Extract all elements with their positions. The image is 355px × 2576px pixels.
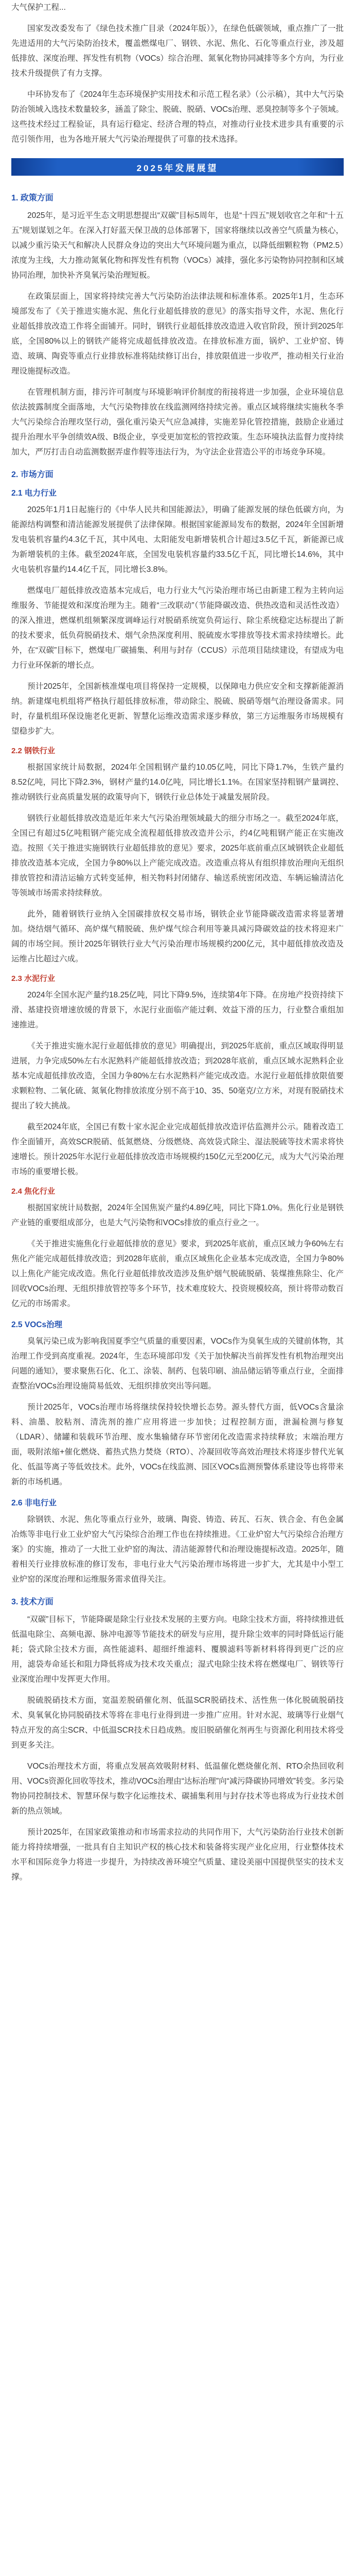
paragraph: 臭氧污染已成为影响我国夏季空气质量的重要因素，VOCs作为臭氧生成的关键前体物，其治理工作受到高度重视。2024年，生态环境部印发《关于加快解决当前挥发性有机物治理突出问题的通知》，要求聚焦石化、化工、涂装、制药、包装印刷、油品储运销等重点行业，全面排查整治VOCs治理设施简易低效、无组织排放突出等问题。 <box>11 1337 344 1391</box>
policy-body <box>0 208 355 460</box>
paragraph: 脱硫脱硝技术方面，宽温差脱硝催化剂、低温SCR脱硝技术、活性焦一体化脱硫脱硝技术、臭氧氧化协同脱硝技术等将在非电行业得到进一步推广应用。针对水泥、玻璃等行业烟气特点开发的高尘SCR、中低温SCR技术日趋成熟。废旧脱硝催化剂再生与资源化利用技术将受到更多关注。 <box>11 1696 344 1750</box>
paragraph: 根据国家统计局数据，2024年全国粗钢产量约10.05亿吨，同比下降1.7%，生铁产量约8.52亿吨，同比下降2.3%，钢材产量约14.0亿吨，同比增长1.1%。在国家坚持粗钢产量调控、推动钢铁行业高质量发展的政策导向下，钢铁行业总体处于减量发展阶段。 <box>11 763 344 802</box>
paragraph: 截至2024年底，全国已有数十家水泥企业完成超低排放改造评估监测并公示。随着改造工作全面铺开，高效SCR脱硝、低氮燃烧、分级燃烧、高效袋式除尘、湿法脱硫等技术需求将快速增长。预计2025年水泥行业超低排放改造市场规模约150亿元至200亿元，成为大气污染治理市场的重要增长极。 <box>11 1123 344 1176</box>
section-heading-market: 2. 市场方面 <box>11 470 54 479</box>
subsection-heading-power: 2.1 电力行业 <box>11 489 57 498</box>
paragraph: 2024年全国水泥产量约18.25亿吨，同比下降9.5%，连续第4年下降。在房地产投资持续下滑、基建投资增速放缓的背景下，水泥行业面临产能过剩、效益下滑的压力，行业整合重组加速推进。 <box>11 991 344 1029</box>
subsection-heading-cement: 2.3 水泥行业 <box>11 974 56 983</box>
paragraph: 钢铁行业超低排放改造是近年来大气污染治理领域最大的细分市场之一。截至2024年底，全国已有超过5亿吨粗钢产能完成全流程超低排放改造并公示，约4亿吨粗钢产能正在实施改造。按照《关于推进实施钢铁行业超低排放的意见》要求，2025年底前重点区域钢铁企业超低排放改造基本完成，全国力争80%以上产能完成改造。改造重点将从有组织排放治理向无组织排放管控和清洁运输方式转变延伸，相关物料封闭储存、输送系统密闭改造、车辆运输清洁化等领域市场需求持续释放。 <box>11 814 344 897</box>
vocs-body <box>0 1334 355 1489</box>
paragraph: 2025年，是习近平生态文明思想提出“双碳”目标5周年，也是“十四五”规划收官之年和“十五五”规划谋划之年。在深入打好蓝天保卫战的总体部署下，国家将继续以改善空气质量为核心，以减少重污染天气和解决人民群众身边的突出大气环境问题为重点，以降低细颗粒物（PM2.5）浓度为主线，大力推动氮氧化物和挥发性有机物（VOCs）减排，强化多污染物协同控制和区域协同治理，加快补齐臭氧污染治理短板。 <box>11 211 344 280</box>
section-heading-policy: 1. 政策方面 <box>11 194 54 202</box>
subsection-heading-vocs: 2.5 VOCs治理 <box>11 1320 63 1329</box>
paragraph: 预计2025年，全国新核准煤电项目将保持一定规模，以保障电力供应安全和支撑新能源消纳。新建煤电机组将严格执行超低排放标准，带动除尘、脱硫、脱硝等烟气治理设备需求。同时，存量机组环保设施老化更新、智慧化运维改造需求逐步释放，第三方运维服务市场规模有望稳步扩大。 <box>11 682 344 736</box>
technology-body <box>0 1612 355 1885</box>
steel-body <box>0 760 355 967</box>
paragraph: 2025年1月1日起施行的《中华人民共和国能源法》，明确了能源发展的绿色低碳方向，为能源结构调整和清洁能源发展提供了法律保障。根据国家能源局发布的数据，2024年全国新增发电装机容量约4.3亿千瓦，其中风电、太阳能发电新增装机合计超过3.5亿千瓦，新能源已成为新增装机的主体。截至2024年底，全国发电装机容量约33.5亿千瓦，同比增长14.6%，其中火电装机容量约14.4亿千瓦，同比增长3.8%。 <box>11 505 344 574</box>
intro-paragraph: 中环协发布了《2024年生态环境保护实用技术和示范工程名录》（公示稿），其中大气污染防治领域入选技术数量较多，涵盖了除尘、脱硫、脱硝、VOCs治理、恶臭控制等多个子领域。这些技术经过工程验证，具有运行稳定、经济合理的特点，对推动行业技术进步具有重要的示范引领作用，也为各地开展大气污染治理提供了可靠的技术选择。 <box>11 90 344 144</box>
paragraph: 预计2025年，VOCs治理市场将继续保持较快增长态势。源头替代方面，低VOCs含量涂料、油墨、胶粘剂、清洗剂的推广应用将进一步加快；过程控制方面，泄漏检测与修复（LDAR）、储罐和装载环节治理、废水集输储存环节密闭化改造需求持续释放；末端治理方面，吸附浓缩+催化燃烧、蓄热式热力焚烧（RTO）、冷凝回收等高效治理技术将逐步替代光氧化、低温等离子等低效技术。此外，VOCs在线监测、园区VOCs监测预警体系建设等也将带来新的市场机遇。 <box>11 1403 344 1486</box>
paragraph: VOCs治理技术方面，将重点发展高效吸附材料、低温催化燃烧催化剂、RTO余热回收利用、VOCs资源化回收等技术，推动VOCs治理由“达标治理”向“减污降碳协同增效”转变。多污染物协同控制技术、智慧环保与数字化运维技术、碳捕集利用与封存技术等也将成为行业技术创新的热点领域。 <box>11 1762 344 1816</box>
subsection-heading-coking: 2.4 焦化行业 <box>11 1187 56 1196</box>
banner-title: 2025年发展展望 <box>136 163 219 173</box>
banner-bar <box>11 158 344 176</box>
intro-fragment: 大气保护工程... <box>11 3 66 12</box>
section-banner <box>0 153 355 183</box>
cement-body <box>0 988 355 1179</box>
paragraph: 根据国家统计局数据，2024年全国焦炭产量约4.89亿吨，同比下降1.0%。焦化行业是钢铁产业链的重要组成部分，也是大气污染物和VOCs排放的重点行业之一。 <box>11 1204 344 1227</box>
paragraph: 此外，随着钢铁行业纳入全国碳排放权交易市场，钢铁企业节能降碳改造需求将显著增加。烧结烟气循环、高炉煤气精脱硫、焦炉煤气综合利用等兼具减污降碳效益的技术将迎来广阔的市场空间。预计2025年钢铁行业大气污染治理市场规模约200亿元，其中超低排放改造及运维占比超过六成。 <box>11 910 344 963</box>
paragraph: 《关于推进实施水泥行业超低排放的意见》明确提出，到2025年底前，重点区域取得明显进展，力争完成50%左右水泥熟料产能超低排放改造；到2028年底前，重点区域水泥熟料企业基本完成超低排放改造，全国力争80%左右水泥熟料产能完成改造。水泥行业超低排放限值要求颗粒物、二氧化硫、氮氧化物排放浓度分别不高于10、35、50毫克/立方米，对现有脱硝技术提出了较大挑战。 <box>11 1042 344 1110</box>
paragraph: 燃煤电厂超低排放改造基本完成后，电力行业大气污染治理市场已由新建工程为主转向运维服务、节能提效和深度治理为主。随着“三改联动”（节能降碳改造、供热改造和灵活性改造）的深入推进，燃煤机组频繁深度调峰运行对脱硝系统宽负荷运行、除尘系统稳定达标提出了新的技术要求，低负荷脱硝技术、烟气余热深度利用、脱硫废水零排放等技术需求持续增长。此外，在“双碳”目标下，燃煤电厂碳捕集、利用与封存（CCUS）示范项目陆续建设，有望成为电力行业环保新的增长点。 <box>11 586 344 670</box>
power-body <box>0 502 355 739</box>
coking-body <box>0 1200 355 1311</box>
subsection-heading-steel: 2.2 钢铁行业 <box>11 747 56 755</box>
paragraph: 在政策层面上，国家将持续完善大气污染防治法律法规和标准体系。2025年1月，生态环境部发布了《关于推进实施水泥、焦化行业超低排放的意见》的落实指导文件，水泥、焦化行业超低排放改造工作将全面铺开。同时，钢铁行业超低排放改造进入收官阶段，预计到2025年底，全国80%以上的钢铁产能将完成超低排放改造。在排放标准方面，锅炉、工业炉窑、铸造、玻璃、陶瓷等重点行业排放标准将陆续修订出台，排放限值进一步收严，推动相关行业治理设施提标改造。 <box>11 292 344 376</box>
intro-block <box>0 0 355 147</box>
subsection-heading-non-power: 2.6 非电行业 <box>11 1499 57 1507</box>
section-heading-technology: 3. 技术方面 <box>11 1598 54 1606</box>
intro-paragraph: 国家发改委发布了《绿色技术推广目录（2024年版）》，在绿色低碳领域，重点推广了一批先进适用的大气污染防治技术，覆盖燃煤电厂、钢铁、水泥、焦化、石化等重点行业，涉及超低排放、深度治理、挥发性有机物（VOCs）综合治理、氮氧化物协同减排等多个方向，为行业技术升级提供了有力支撑。 <box>11 24 344 78</box>
paragraph: 除钢铁、水泥、焦化等重点行业外，玻璃、陶瓷、铸造、砖瓦、石灰、铁合金、有色金属冶炼等非电行业工业炉窑大气污染综合治理工作也在持续推进。《工业炉窑大气污染综合治理方案》的实施，推动了一大批工业炉窑的淘汰、清洁能源替代和治理设施提标改造。2025年，随着相关行业排放标准的修订发布，非电行业大气污染治理市场将进一步扩大，尤其是中小型工业炉窑的深度治理和运维服务需求值得关注。 <box>11 1515 344 1584</box>
paragraph: 预计2025年，在国家政策推动和市场需求拉动的共同作用下，大气污染防治行业技术创新能力将持续增强，一批具有自主知识产权的核心技术和装备将实现产业化应用，行业整体技术水平和国际竞争力将进一步提升，为持续改善环境空气质量、建设美丽中国提供坚实的技术支撑。 <box>11 1828 344 1882</box>
paragraph: “双碳”目标下，节能降碳是除尘行业技术发展的主要方向。电除尘技术方面，将持续推进低低温电除尘、高频电源、脉冲电源等节能技术的研发与应用，提升除尘效率的同时降低运行能耗；袋式除尘技术方面，高性能滤料、超细纤维滤料、覆膜滤料等新材料将得到更广泛的应用，滤袋寿命延长和阻力降低将成为技术攻关重点；湿式电除尘技术将在燃煤电厂、钢铁等行业深度治理中发挥更大作用。 <box>11 1615 344 1684</box>
paragraph: 《关于推进实施焦化行业超低排放的意见》要求，到2025年底前，重点区域力争60%左右焦化产能完成超低排放改造；到2028年底前，重点区域焦化企业基本完成改造，全国力争80%以上焦化产能完成改造。焦化行业超低排放改造涉及焦炉烟气脱硫脱硝、装煤推焦除尘、化产回收VOCs治理、无组织排放管控等多个环节，技术难度较大、投资规模较高，预计将带动数百亿元的市场需求。 <box>11 1240 344 1308</box>
non-power-body <box>0 1512 355 1587</box>
paragraph: 在管理机制方面，排污许可制度与环境影响评价制度的衔接将进一步加强，企业环境信息依法披露制度全面落地，大气污染物排放在线监测网络持续完善。重点区域将继续实施秋冬季大气污染综合治理攻坚行动，强化重污染天气应急减排，实施差异化管控措施，鼓励企业通过提升治理水平争创绩效A级、B级企业，享受更加宽松的管控政策。生态环境执法监督力度持续加大，严厉打击自动监测数据弄虚作假等违法行为，为守法企业营造公平的市场竞争环境。 <box>11 388 344 456</box>
